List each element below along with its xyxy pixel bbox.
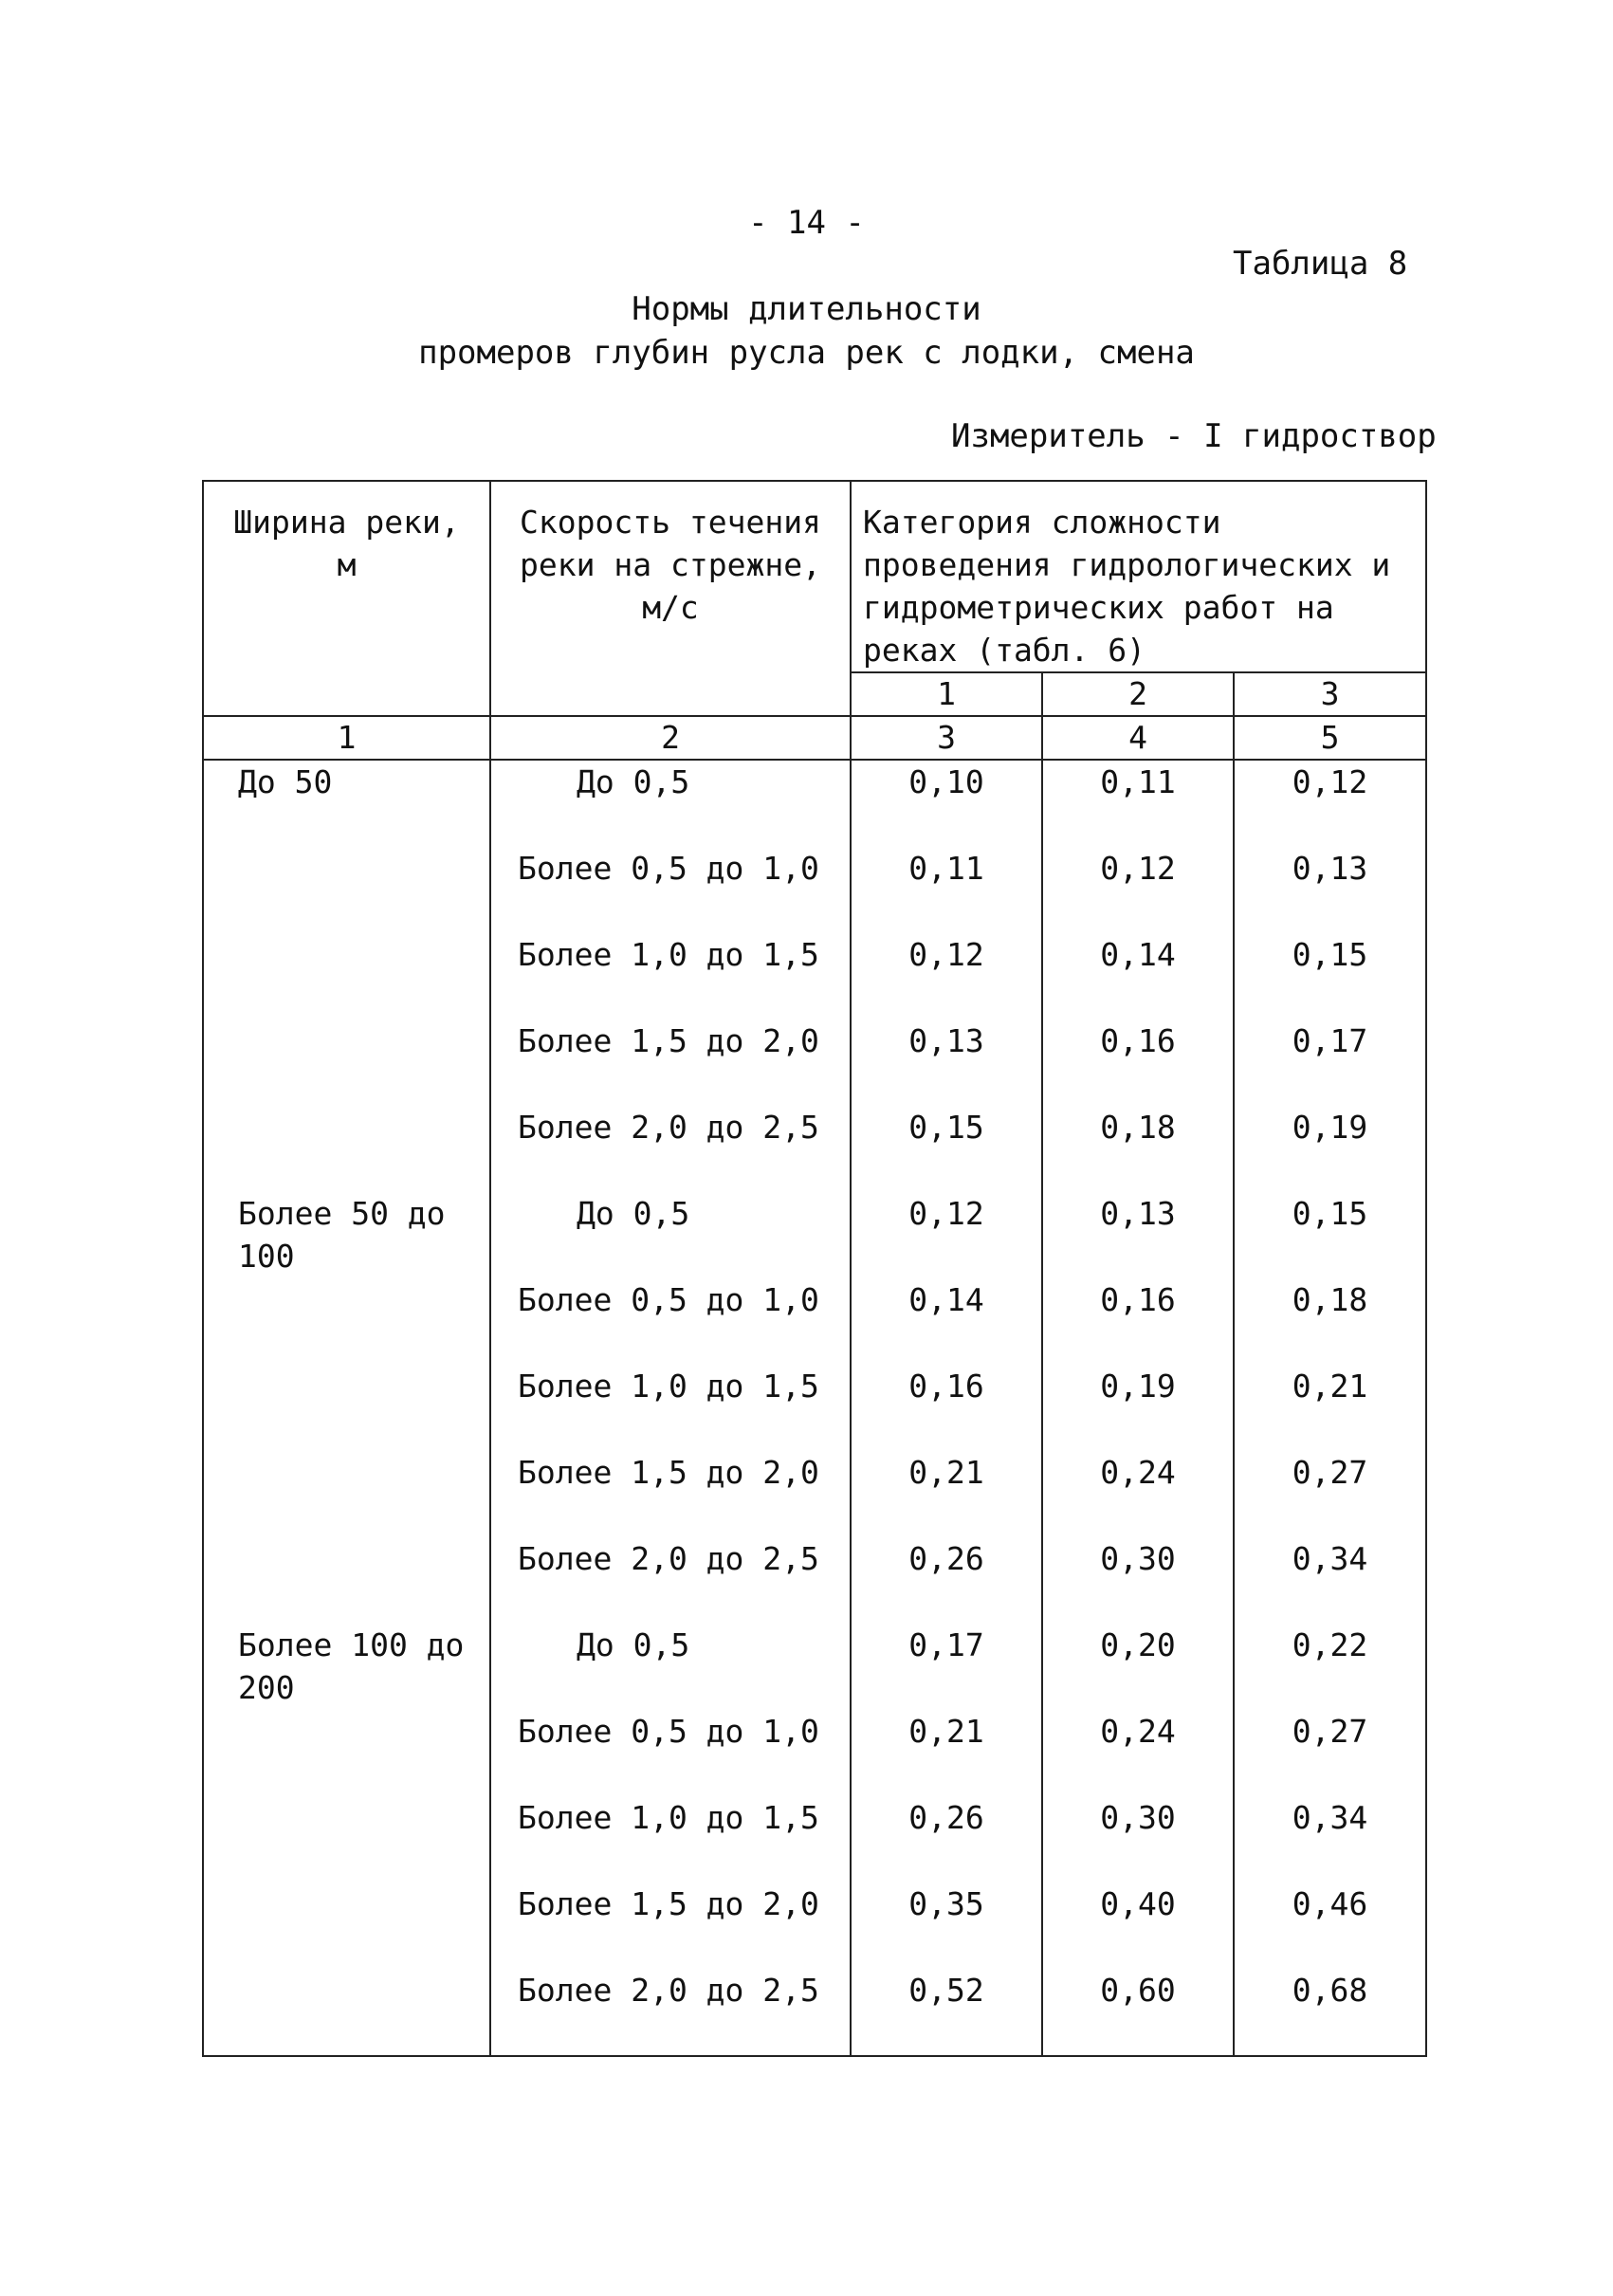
table-row [203, 1624, 1426, 1710]
column-number: 4 [1042, 716, 1234, 760]
flow-speed-cell: Более 1,0 до 1,5 [490, 1796, 851, 1883]
table-title-line-2: промеров глубин русла рек с лодки, смена [418, 334, 1195, 372]
norm-value-cell: 0,19 [1042, 1365, 1234, 1451]
norm-value-cell: 0,34 [1234, 1537, 1426, 1624]
flow-speed-cell: Более 1,0 до 1,5 [490, 1365, 851, 1451]
river-width-cell: До 50 [203, 760, 490, 1192]
norm-value-cell: 0,30 [1042, 1796, 1234, 1883]
norm-value-cell: 0,60 [1042, 1969, 1234, 2056]
norm-value-cell: 0,26 [851, 1796, 1042, 1883]
flow-speed-cell: Более 2,0 до 2,5 [490, 1969, 851, 2056]
norm-value-cell: 0,46 [1234, 1883, 1426, 1969]
norm-value-cell: 0,19 [1234, 1106, 1426, 1192]
norm-value-cell: 0,68 [1234, 1969, 1426, 2056]
norm-value-cell: 0,52 [851, 1969, 1042, 2056]
header-flow-speed: Скорость течения реки на стрежне, м/с [490, 481, 851, 716]
flow-speed-cell: Более 2,0 до 2,5 [490, 1537, 851, 1624]
norm-value-cell: 0,30 [1042, 1537, 1234, 1624]
column-number: 3 [851, 716, 1042, 760]
flow-speed-cell: Более 0,5 до 1,0 [490, 1710, 851, 1796]
norm-value-cell: 0,21 [851, 1451, 1042, 1537]
flow-speed-cell: Более 1,5 до 2,0 [490, 1019, 851, 1106]
norm-value-cell: 0,15 [851, 1106, 1042, 1192]
table-label: Таблица 8 [1233, 245, 1408, 283]
norm-value-cell: 0,26 [851, 1537, 1042, 1624]
column-number: 2 [490, 716, 851, 760]
norm-value-cell: 0,21 [851, 1710, 1042, 1796]
norms-table [202, 480, 1427, 2057]
column-number: 1 [203, 716, 490, 760]
norm-value-cell: 0,11 [851, 847, 1042, 933]
norm-value-cell: 0,21 [1234, 1365, 1426, 1451]
norm-value-cell: 0,40 [1042, 1883, 1234, 1969]
norm-value-cell: 0,14 [1042, 933, 1234, 1019]
norm-value-cell: 0,16 [851, 1365, 1042, 1451]
flow-speed-cell: Более 2,0 до 2,5 [490, 1106, 851, 1192]
norm-value-cell: 0,18 [1042, 1106, 1234, 1192]
norm-value-cell: 0,12 [1234, 760, 1426, 847]
flow-speed-cell: До 0,5 [490, 1192, 851, 1278]
norm-value-cell: 0,16 [1042, 1019, 1234, 1106]
flow-speed-cell: Более 0,5 до 1,0 [490, 1278, 851, 1365]
table-body [203, 481, 1426, 2056]
flow-speed-cell: Более 1,5 до 2,0 [490, 1451, 851, 1537]
header-row [203, 481, 1426, 672]
norm-value-cell: 0,17 [851, 1624, 1042, 1710]
table-row [203, 760, 1426, 847]
norm-value-cell: 0,27 [1234, 1451, 1426, 1537]
norm-value-cell: 0,17 [1234, 1019, 1426, 1106]
column-number: 5 [1234, 716, 1426, 760]
norm-value-cell: 0,20 [1042, 1624, 1234, 1710]
norm-value-cell: 0,16 [1042, 1278, 1234, 1365]
column-numbers-row [203, 716, 1426, 760]
norm-value-cell: 0,18 [1234, 1278, 1426, 1365]
header-river-width: Ширина реки, м [203, 481, 490, 716]
flow-speed-cell: Более 0,5 до 1,0 [490, 847, 851, 933]
flow-speed-cell: До 0,5 [490, 760, 851, 847]
river-width-cell: Более 50 до 100 [203, 1192, 490, 1624]
norm-value-cell: 0,15 [1234, 1192, 1426, 1278]
unit-of-measure: Измеритель - I гидроствор [951, 417, 1437, 455]
norm-value-cell: 0,35 [851, 1883, 1042, 1969]
river-width-cell: Более 100 до 200 [203, 1624, 490, 2056]
norm-value-cell: 0,11 [1042, 760, 1234, 847]
flow-speed-cell: Более 1,0 до 1,5 [490, 933, 851, 1019]
page-number: - 14 - [748, 204, 865, 242]
header-complexity-category: Категория сложности проведения гидрологических и гидрометрических работ на реках (табл. 6) [851, 481, 1426, 672]
norm-value-cell: 0,27 [1234, 1710, 1426, 1796]
norm-value-cell: 0,22 [1234, 1624, 1426, 1710]
norm-value-cell: 0,12 [1042, 847, 1234, 933]
norm-value-cell: 0,13 [1234, 847, 1426, 933]
norm-value-cell: 0,15 [1234, 933, 1426, 1019]
norm-value-cell: 0,34 [1234, 1796, 1426, 1883]
norm-value-cell: 0,14 [851, 1278, 1042, 1365]
norm-value-cell: 0,13 [851, 1019, 1042, 1106]
norm-value-cell: 0,24 [1042, 1710, 1234, 1796]
flow-speed-cell: До 0,5 [490, 1624, 851, 1710]
norm-value-cell: 0,12 [851, 1192, 1042, 1278]
table-title-line-1: Нормы длительности [632, 290, 981, 328]
norm-value-cell: 0,24 [1042, 1451, 1234, 1537]
table-row [203, 1192, 1426, 1278]
flow-speed-cell: Более 1,5 до 2,0 [490, 1883, 851, 1969]
norm-value-cell: 0,10 [851, 760, 1042, 847]
header-category: 1 [851, 672, 1042, 716]
header-category: 2 [1042, 672, 1234, 716]
norm-value-cell: 0,13 [1042, 1192, 1234, 1278]
norm-value-cell: 0,12 [851, 933, 1042, 1019]
header-category: 3 [1234, 672, 1426, 716]
